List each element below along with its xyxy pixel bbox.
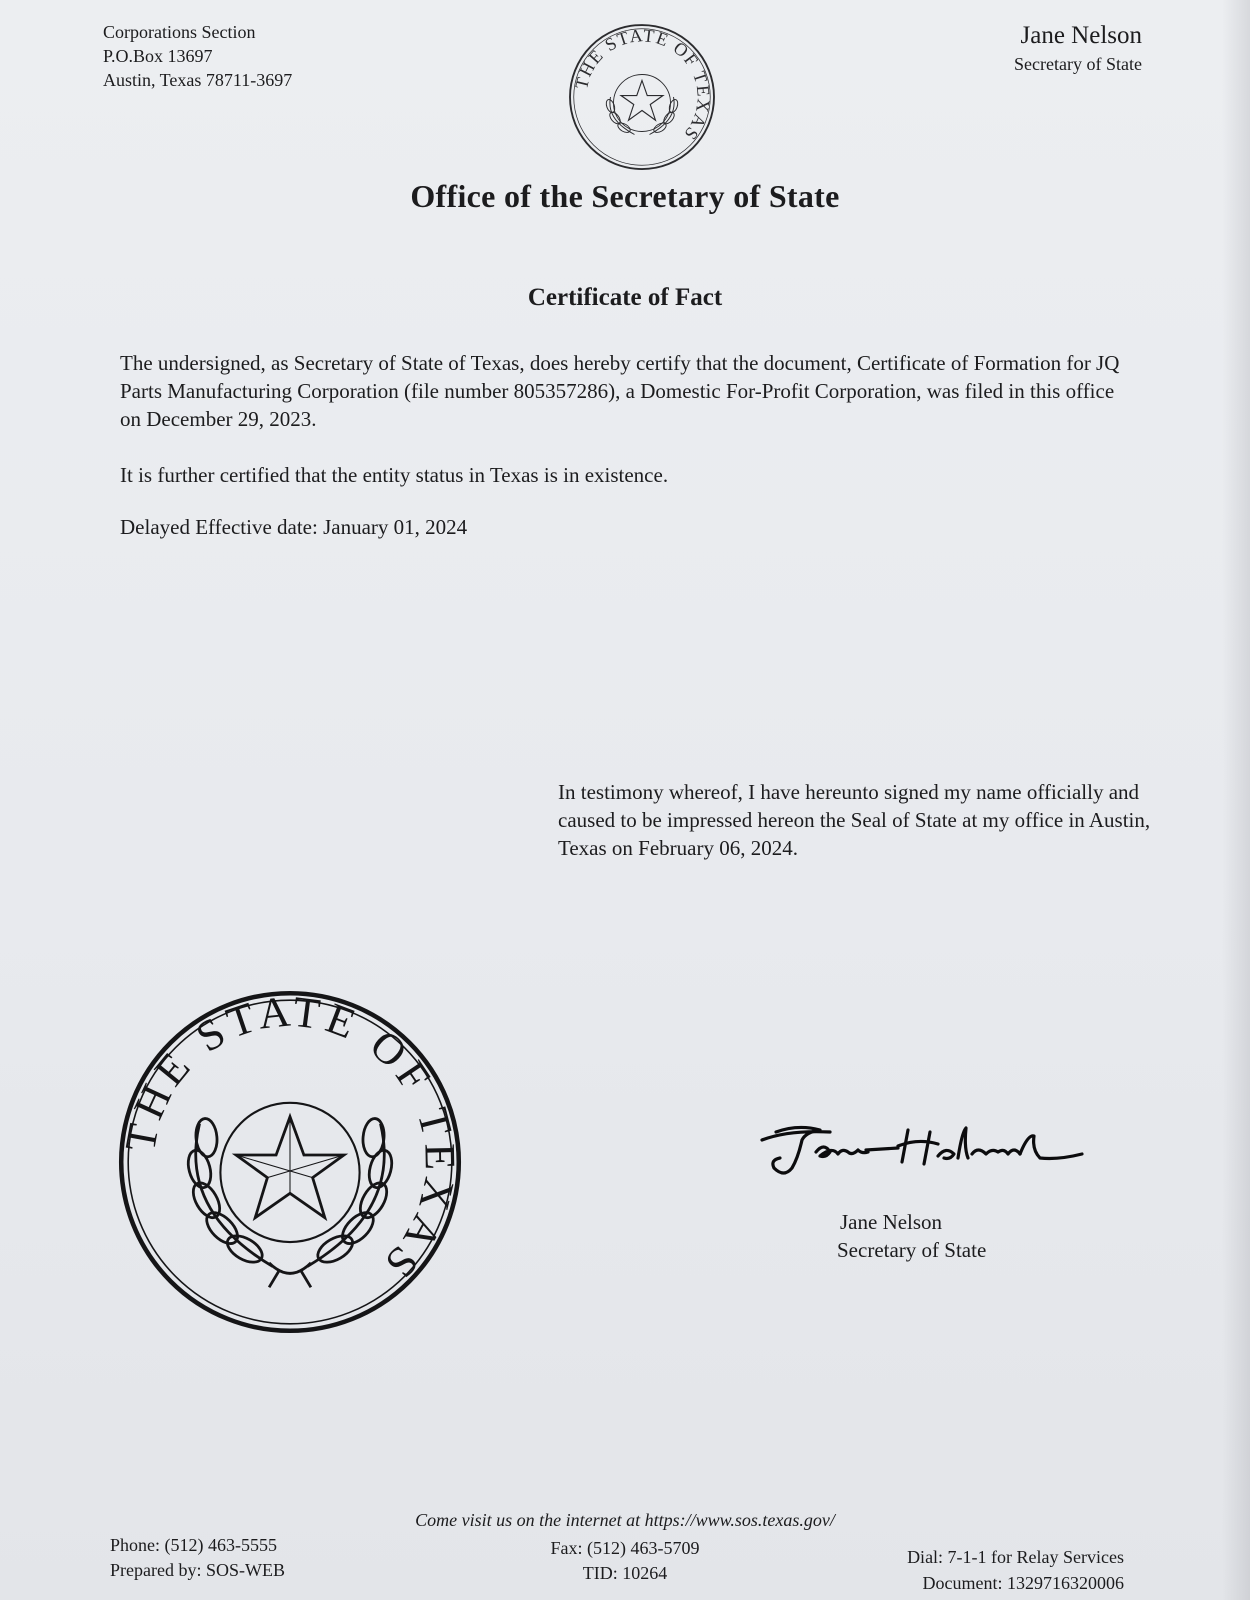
- footer-document-number: Document: 1329716320006: [922, 1573, 1124, 1593]
- address-line-2: P.O.Box 13697: [103, 46, 213, 66]
- svg-text:THE STATE OF TEXAS: THE STATE OF TEXAS: [571, 25, 714, 145]
- footer-phone: Phone: (512) 463-5555: [110, 1535, 277, 1555]
- footer-right: [907, 1544, 1124, 1596]
- footer-dial: Dial: 7-1-1 for Relay Services: [907, 1547, 1124, 1567]
- texas-seal-large-icon: [116, 988, 464, 1336]
- footer-visit-line: Come visit us on the internet at https://www.sos.texas.gov/: [415, 1510, 835, 1530]
- footer-prepared-by: Prepared by: SOS-WEB: [110, 1560, 285, 1580]
- body-paragraph-3: Delayed Effective date: January 01, 2024: [120, 515, 468, 539]
- office-title: Office of the Secretary of State: [410, 178, 840, 214]
- address-line-3: Austin, Texas 78711-3697: [103, 70, 293, 90]
- signature-block: [837, 1208, 987, 1264]
- signer-name: Jane Nelson: [840, 1210, 943, 1234]
- testimony-paragraph: In testimony whereof, I have hereunto signed my name officially and caused to be impressed hereon the Seal of State at my office in Austin, Texas on February 06, 2024.: [558, 780, 1151, 860]
- svg-text:THE STATE OF TEXAS: THE STATE OF TEXAS: [116, 988, 464, 1291]
- certificate-title: Certificate of Fact: [527, 284, 723, 311]
- handwritten-signature: [758, 1118, 1098, 1188]
- certificate-body: [120, 349, 1130, 569]
- footer-fax: Fax: (512) 463-5709: [550, 1538, 700, 1558]
- secretary-title: Secretary of State: [1014, 54, 1142, 74]
- signer-title: Secretary of State: [837, 1238, 987, 1262]
- secretary-name: Jane Nelson: [1020, 22, 1142, 49]
- address-line-1: Corporations Section: [103, 22, 256, 42]
- body-paragraph-1: The undersigned, as Secretary of State of Texas, does hereby certify that the document, Certificate of Formation for JQ Parts Manufacturing Corporation (file number 805357286), a Domestic For-Profit Corporation, was filed in this office on December 29, 2023.: [120, 351, 1120, 431]
- texas-seal-small-icon: [567, 22, 717, 172]
- body-paragraph-2: It is further certified that the entity status in Texas is in existence.: [120, 463, 669, 487]
- header-secretary: [1014, 20, 1142, 76]
- header-address: [103, 20, 292, 92]
- footer-tid: TID: 10264: [582, 1563, 668, 1583]
- page-edge-shadow: [1222, 0, 1250, 1600]
